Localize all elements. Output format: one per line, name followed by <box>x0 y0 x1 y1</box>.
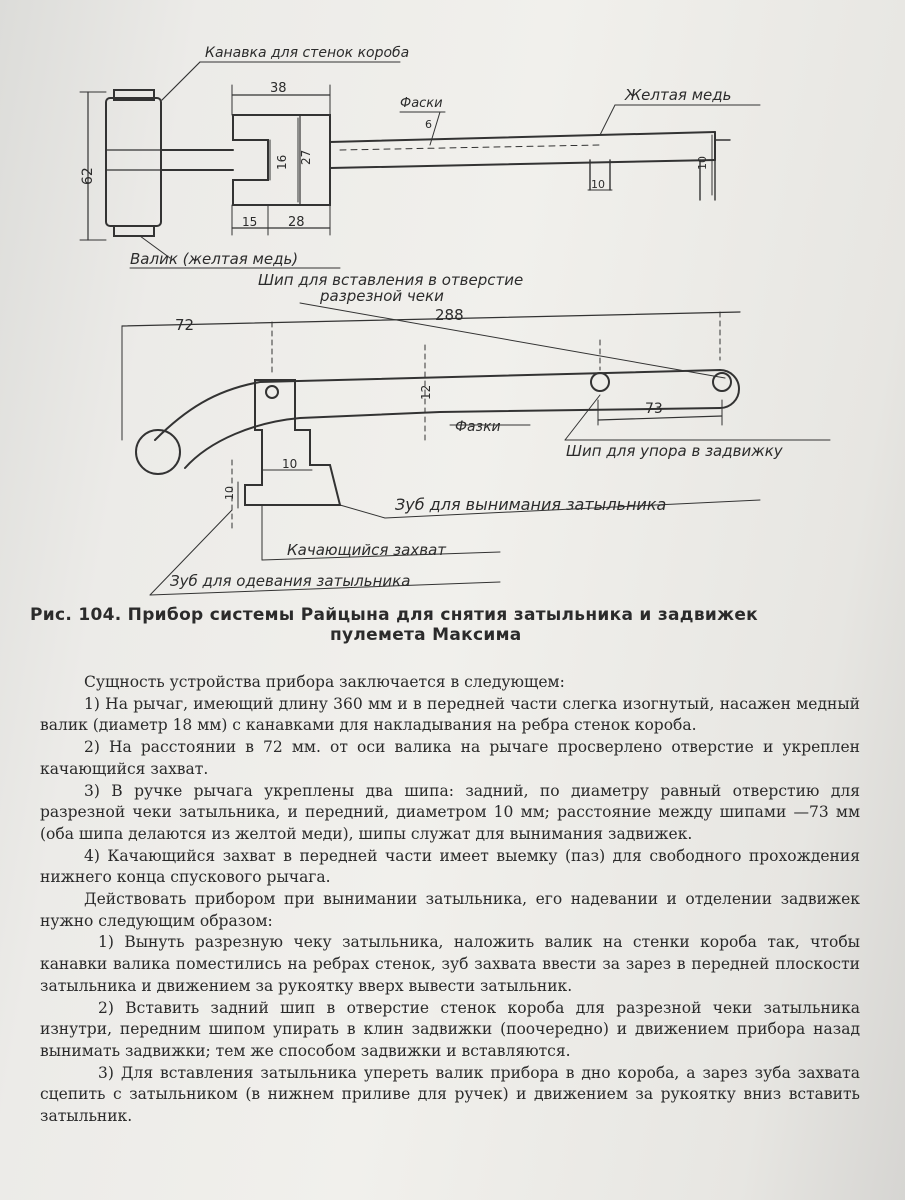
caption-line-1: Рис. 104. Прибор системы Райцына для снятия затыльника и задвижек <box>30 605 758 625</box>
dim-72: 72 <box>175 316 195 334</box>
pin-stop-circle <box>591 373 609 391</box>
dim-10a: 10 <box>591 178 605 191</box>
label-chamfers-bottom: Фазки <box>455 419 501 435</box>
roller-shape <box>106 98 161 226</box>
paragraph-7: 2) Вставить задний шип в отверстие стенок короба для разрезной чеки затыльника изнутри, передним шипом упирать в клин задвижки (поочередно) и движением прибора назад вынимать задвижки; тем же способом задвижки и вставляются. <box>40 998 860 1060</box>
dim-15: 15 <box>242 215 258 229</box>
dim-288: 288 <box>435 306 464 324</box>
paragraph-4: 4) Качающийся захват в передней части имеет выемку (паз) для свободного прохождения нижнего конца спускового рычага. <box>40 846 860 887</box>
dim-10c: 10 <box>282 457 298 471</box>
paragraph-8: 3) Для вставления затыльника уперeть валик прибора в дно короба, а зарез зуба захвата сцепить с затыльником (в нижнем приливе для ручек) и движением за рукоятку вниз вставить затыльник. <box>40 1063 860 1126</box>
roller-cap-bottom <box>114 226 154 236</box>
label-pin-insert-1: Шип для вставления в отверстие <box>258 271 524 289</box>
label-pin-insert-2: разрезной чеки <box>320 287 444 305</box>
caption-line-2: пулемета Максима <box>330 625 522 645</box>
label-swing-grip: Качающийся захват <box>287 541 447 559</box>
paragraph-intro: Сущность устройства прибора заключается в следующем: <box>84 673 565 691</box>
dim-6: 6 <box>425 118 432 131</box>
paragraph-6: 1) Вынуть разрезную чеку затыльника, наложить валик на стенки короба так, чтобы канавки валика поместились на ребрах стенок, зуб захвата ввести за зарез в передней плоскости затыльника и движением за рукоятку вверх вывести затыльник. <box>40 933 860 995</box>
label-tooth-put: Зуб для одевания затыльника <box>170 572 411 590</box>
label-chamfers-top: Фаски <box>400 96 443 111</box>
label-groove: Канавка для стенок короба <box>205 45 410 61</box>
paragraph-3: 3) В ручке рычага укреплены два шипа: задний, по диаметру равный отверстию для разрезной чеки затыльника, и передний, диаметром 10 мм; расстояние между шипами —73 мм (оба шипа делаются из желтой меди), шипы служат для вынимания задвижек. <box>40 781 860 843</box>
label-tooth-remove: Зуб для вынимания затыльника <box>395 495 667 514</box>
label-yellow-copper: Желтая медь <box>625 86 732 104</box>
dim-16: 16 <box>275 154 289 170</box>
label-roller: Валик (желтая медь) <box>130 250 299 268</box>
grip-shape <box>245 380 340 505</box>
label-pin-stop: Шип для упора в задвижку <box>566 442 783 460</box>
dim-27: 27 <box>299 149 313 165</box>
dim-62: 62 <box>80 167 96 185</box>
dim-12: 12 <box>419 384 433 400</box>
dim-10b: 10 <box>696 156 709 170</box>
dim-10d: 10 <box>223 486 236 500</box>
paragraph-5: Действовать прибором при вынимании затыльника, его надевании и отделении задвижек нужно следующим образом: <box>40 890 860 930</box>
figure-caption <box>30 605 870 645</box>
paragraph-2: 2) На расстоянии в 72 мм. от оси валика на рычаге просверлено отверстие и укреплен качающийся захват. <box>40 738 860 778</box>
dim-38: 38 <box>270 81 287 96</box>
body-text <box>40 672 860 1128</box>
dim-73: 73 <box>645 401 663 417</box>
paragraph-1: 1) На рычаг, имеющий длину 360 мм и в передней части слегка изогнутый, насажен медный валик (диаметр 18 мм) с канавками для накладывания на ребра стенок короба. <box>40 694 860 735</box>
dim-28: 28 <box>288 215 305 230</box>
pin-insert-circle <box>713 373 731 391</box>
